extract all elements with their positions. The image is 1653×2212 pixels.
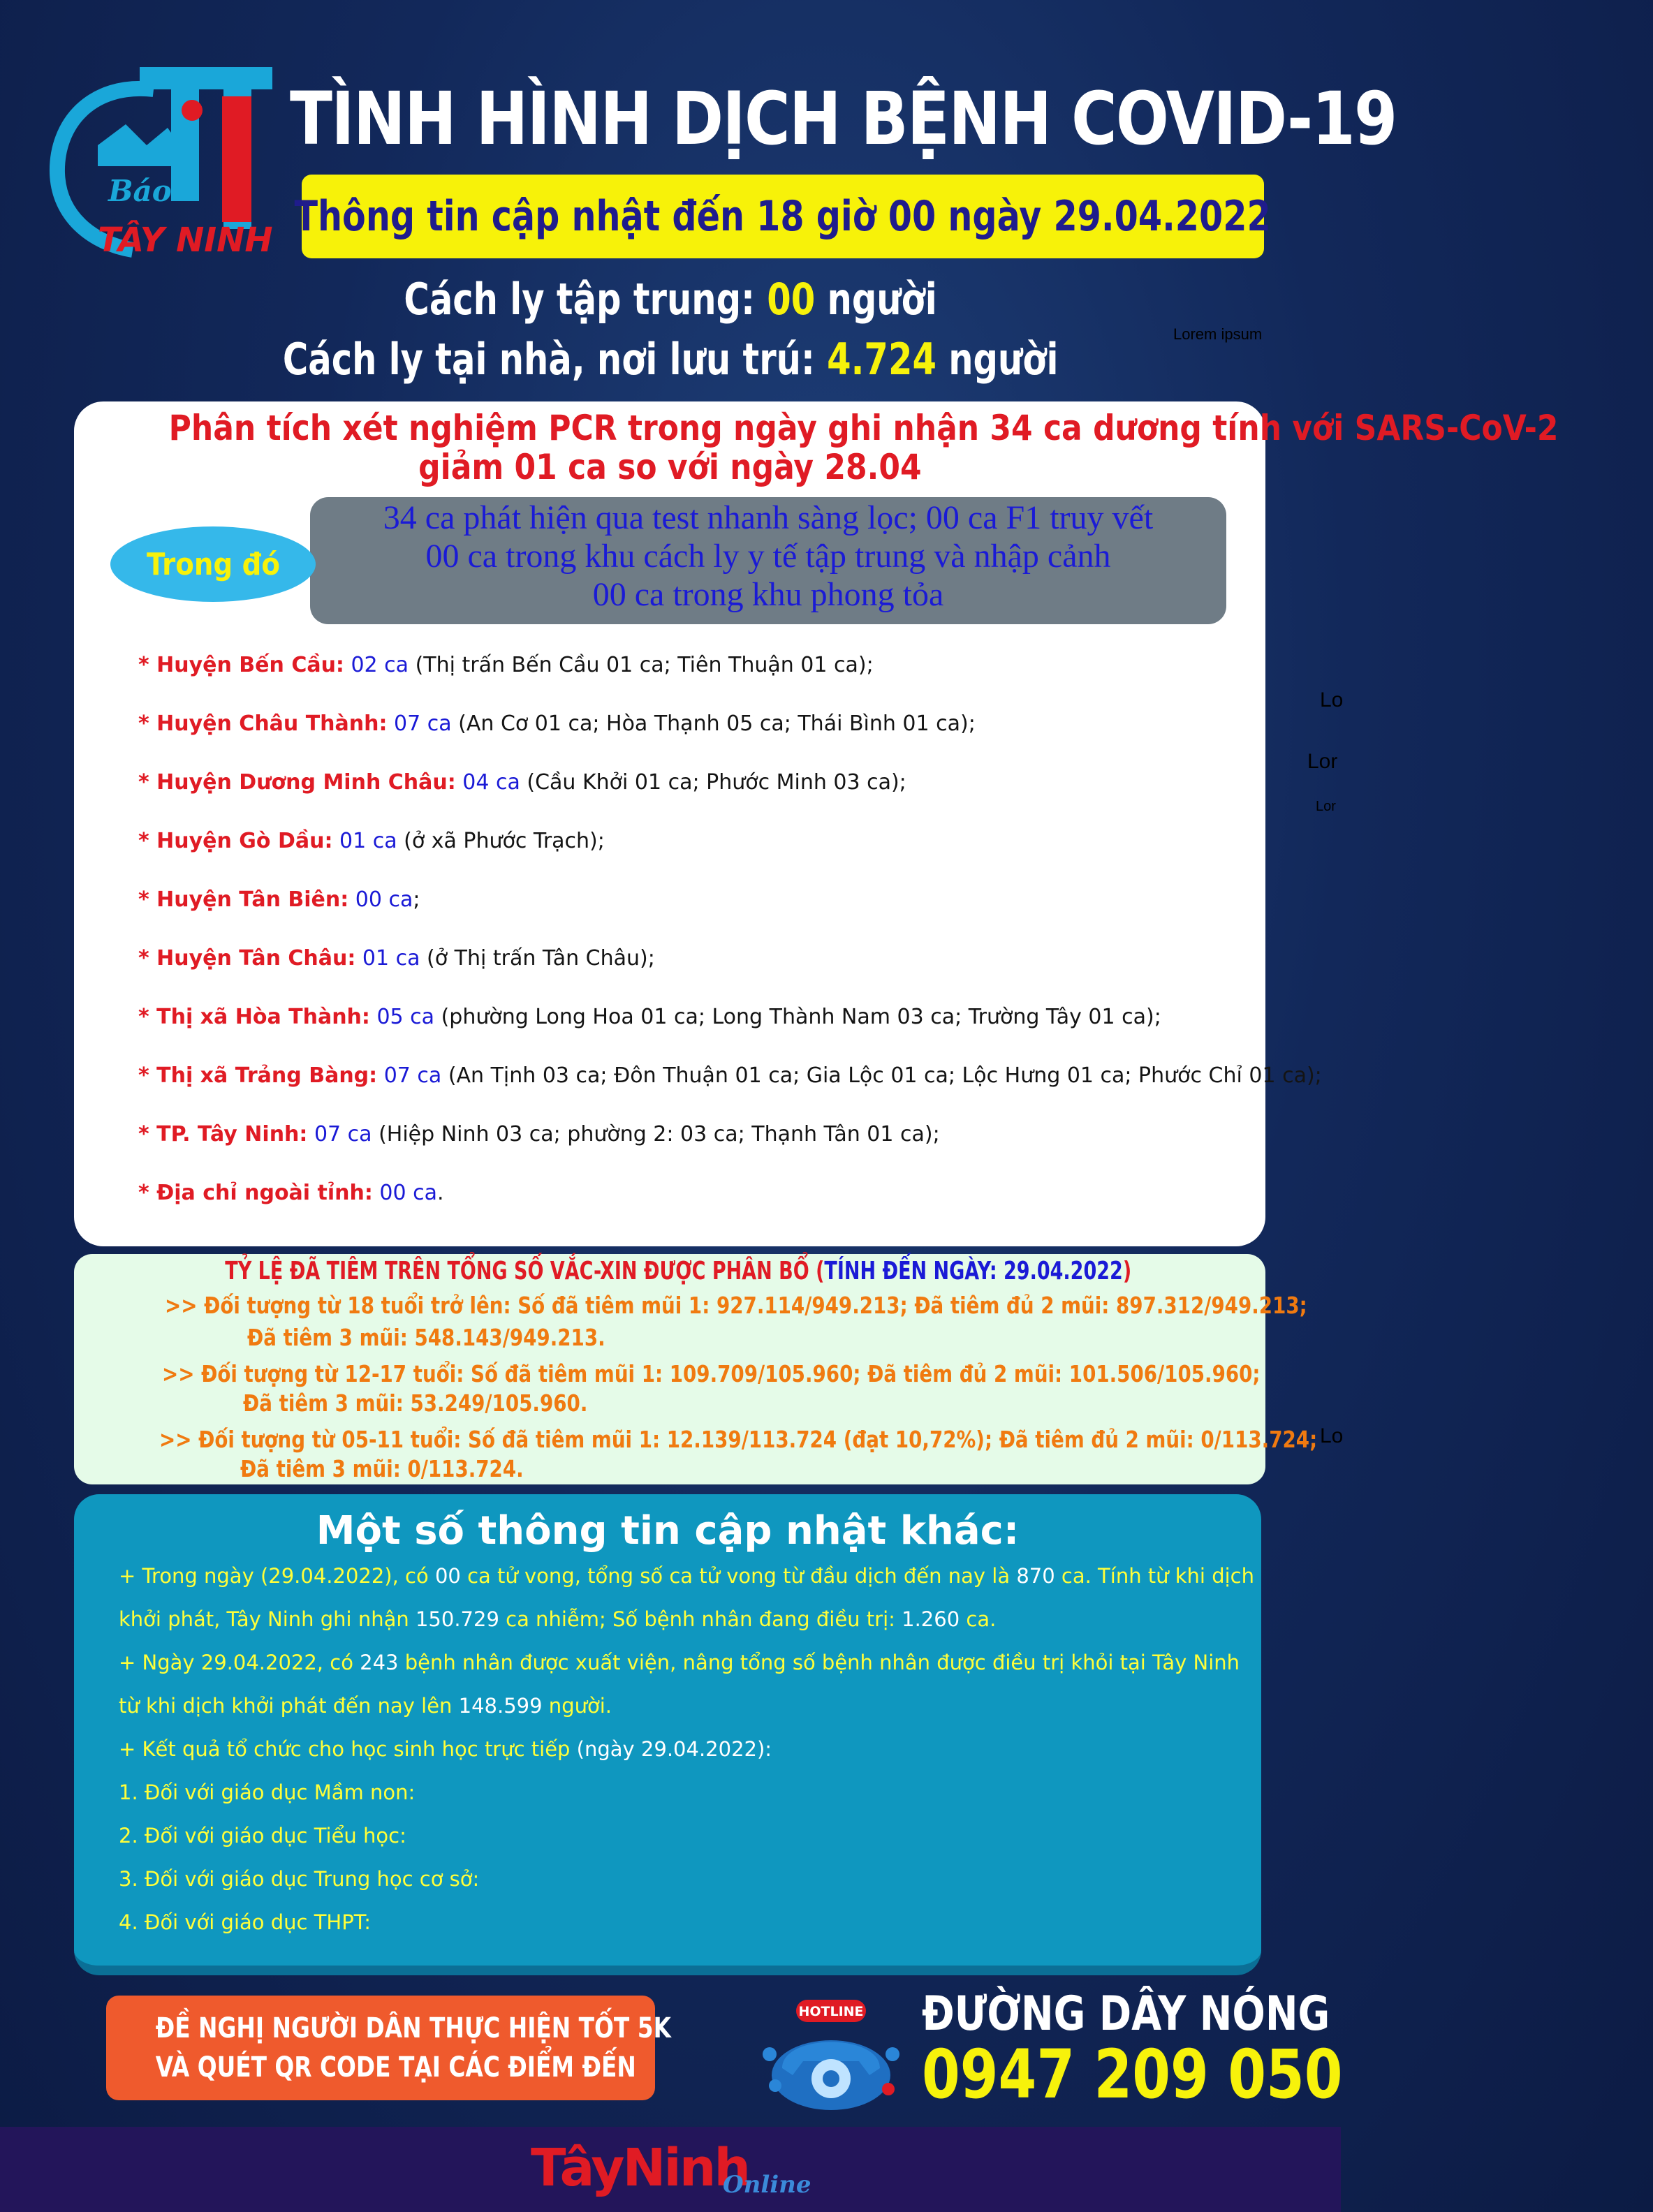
other-info-title: Một số thông tin cập nhật khác: (316, 1508, 1020, 1554)
district-row (138, 711, 976, 736)
update-text: Thông tin cập nhật đến 18 giờ 00 ngày 29.04.2022 (294, 192, 1272, 241)
info-line (119, 1564, 1254, 1588)
district-row (138, 770, 906, 795)
district-name: * Địa chỉ ngoài tỉnh: (138, 1181, 373, 1205)
logo-text-top: Báo (108, 174, 172, 208)
edu-item: 3. Đối với giáo dục Trung học cơ sở: (119, 1867, 480, 1891)
call-line: ĐỀ NGHỊ NGƯỜI DÂN THỰC HIỆN TỐT 5K (155, 2012, 671, 2044)
hotline-number[interactable]: 0947 209 050 (922, 2035, 1343, 2114)
vaccine-title-date: TÍNH ĐẾN NGÀY: 29.04.2022 (824, 1257, 1123, 1285)
info-text: ca tử vong, tổng số ca tử vong từ đầu dịch đến nay là (460, 1564, 1017, 1588)
district-name: * Thị xã Trảng Bàng: (138, 1063, 378, 1088)
district-detail: (ở Thị trấn Tân Châu); (420, 946, 655, 971)
breakdown-line: 34 ca phát hiện qua test nhanh sàng lọc; 00 ca F1 truy vết (383, 499, 1154, 536)
hotline-title: ĐƯỜNG DÂY NÓNG (922, 1986, 1330, 2042)
district-row (138, 1063, 1322, 1088)
district-detail: (Hiệp Ninh 03 ca; phường 2: 03 ca; Thạnh Tân 01 ca); (372, 1122, 940, 1146)
breakdown-line: 00 ca trong khu phong tỏa (592, 576, 944, 613)
district-count: 02 ca (344, 653, 409, 677)
district-detail: (Cầu Khởi 01 ca; Phước Minh 03 ca); (520, 770, 906, 795)
placeholder-text: Lo (1320, 688, 1344, 711)
placeholder-text: Lor (1307, 750, 1338, 773)
vaccine-line: >> Đối tượng từ 05-11 tuổi: Số đã tiêm mũi 1: 12.139/113.724 (đạt 10,72%); Đã tiêm đủ 2 mũi: 0/113.724; (159, 1426, 1318, 1453)
info-value: (ngày 29.04.2022): (576, 1737, 772, 1761)
logo-text-bottom: TÂY NINH (98, 221, 273, 260)
central-isolation (0, 274, 1341, 325)
5k-call-box (106, 1996, 671, 2100)
info-text: ca. Tính từ khi dịch (1055, 1564, 1254, 1588)
info-value: 148.599 (458, 1694, 543, 1718)
district-detail: (An Tịnh 03 ca; Đôn Thuận 01 ca; Gia Lộc 01 ca; Lộc Hưng 01 ca; Phước Chỉ 01 ca); (441, 1063, 1322, 1088)
update-banner (294, 175, 1272, 258)
district-name: * TP. Tây Ninh: (138, 1122, 308, 1146)
info-text: + Kết quả tổ chức cho học sinh học trực tiếp (119, 1737, 577, 1761)
placeholder-text: Lo (1320, 1424, 1344, 1447)
district-name: * Huyện Bến Cầu: (138, 653, 344, 677)
district-row (138, 946, 655, 971)
edu-item: 4. Đối với giáo dục THPT: (119, 1910, 372, 1934)
district-count: 01 ca (332, 829, 397, 853)
district-row (138, 1181, 444, 1205)
home-isolation (0, 334, 1341, 385)
district-row (138, 1122, 940, 1146)
vaccine-line: >> Đối tượng từ 12-17 tuổi: Số đã tiêm mũi 1: 109.709/105.960; Đã tiêm đủ 2 mũi: 101.506/105.960; (162, 1360, 1261, 1387)
info-line (119, 1694, 612, 1718)
district-row (138, 887, 420, 912)
info-text: + Ngày 29.04.2022, có (119, 1651, 360, 1674)
info-value: 150.729 (415, 1607, 499, 1631)
central-label: Cách ly tập trung: (404, 274, 767, 325)
district-detail: (ở xã Phước Trạch); (397, 829, 605, 853)
home-value: 4.724 (826, 334, 936, 385)
district-detail: (phường Long Hoa 01 ca; Long Thành Nam 03 ca; Trường Tây 01 ca); (434, 1005, 1161, 1029)
info-text: từ khi dịch khởi phát đến nay lên (119, 1694, 459, 1718)
placeholder-text: Lorem ipsum (1173, 325, 1263, 343)
district-row (138, 653, 874, 677)
info-line (119, 1651, 1240, 1674)
district-name: * Thị xã Hòa Thành: (138, 1005, 370, 1029)
district-detail: (Thị trấn Bến Cầu 01 ca; Tiên Thuận 01 ca); (409, 653, 874, 677)
pcr-title-line1: Phân tích xét nghiệm PCR trong ngày ghi nhận 34 ca dương tính với SARS-CoV-2 (168, 408, 1559, 448)
district-name: * Huyện Dương Minh Châu: (138, 770, 456, 795)
info-line (119, 1607, 996, 1631)
main-title: TÌNH HÌNH DỊCH BỆNH COVID-19 (290, 76, 1397, 161)
hotline-badge: HOTLINE (798, 2004, 864, 2019)
district-count: 01 ca (355, 946, 420, 971)
district-row (138, 829, 605, 853)
info-value: 870 (1016, 1564, 1055, 1588)
edu-item: 2. Đối với giáo dục Tiểu học: (119, 1824, 406, 1848)
info-text: ca nhiễm; Số bệnh nhân đang điều trị: (499, 1607, 902, 1631)
info-line (119, 1737, 772, 1761)
telephone-icon (754, 1991, 908, 2114)
district-name: * Huyện Gò Dầu: (138, 829, 333, 853)
district-count: 07 ca (377, 1063, 442, 1088)
placeholder-text: Lor (1316, 799, 1336, 814)
central-unit: người (815, 274, 937, 325)
bao-tay-ninh-logo (49, 61, 279, 264)
vaccine-line: Đã tiêm 3 mũi: 548.143/949.213. (247, 1324, 605, 1351)
vaccine-title (74, 1257, 1265, 1285)
district-row (138, 1005, 1161, 1029)
district-detail: (An Cơ 01 ca; Hòa Thạnh 05 ca; Thái Bình 01 ca); (451, 711, 976, 736)
info-text: + Trong ngày (29.04.2022), có (119, 1564, 435, 1588)
home-label: Cách ly tại nhà, nơi lưu trú: (282, 334, 827, 385)
vaccine-line: Đã tiêm 3 mũi: 0/113.724. (240, 1455, 524, 1482)
district-name: * Huyện Châu Thành: (138, 711, 388, 736)
district-detail: . (436, 1181, 444, 1205)
info-text: khởi phát, Tây Ninh ghi nhận (119, 1607, 416, 1631)
district-count: 00 ca (348, 887, 413, 912)
district-name: * Huyện Tân Biên: (138, 887, 349, 912)
district-count: 04 ca (455, 770, 520, 795)
district-count: 07 ca (307, 1122, 372, 1146)
breakdown-line: 00 ca trong khu cách ly y tế tập trung và nhập cảnh (425, 538, 1111, 575)
pcr-title (74, 408, 1559, 487)
district-count: 00 ca (372, 1181, 437, 1205)
vaccine-title-close: ) (1122, 1257, 1132, 1285)
info-text: người. (542, 1694, 612, 1718)
call-line: VÀ QUÉT QR CODE TẠI CÁC ĐIỂM ĐẾN (155, 2051, 636, 2084)
info-value: 00 (434, 1564, 461, 1588)
trong-do-badge (110, 526, 316, 602)
central-value: 00 (767, 274, 816, 325)
breakdown-text (310, 499, 1226, 614)
edu-item: 1. Đối với giáo dục Mầm non: (119, 1780, 416, 1804)
pcr-title-line2: giảm 01 ca so với ngày 28.04 (418, 447, 922, 487)
footer-brand: TâyNinh (531, 2138, 749, 2198)
info-text: ca. (960, 1607, 997, 1631)
district-detail: ; (413, 887, 420, 912)
vaccine-title-text: TỶ LỆ ĐÃ TIÊM TRÊN TỔNG SỐ VẮC-XIN ĐƯỢC PHÂN BỔ ( (225, 1257, 825, 1285)
footer-online: Online (723, 2171, 811, 2199)
district-count: 05 ca (369, 1005, 435, 1029)
district-name: * Huyện Tân Châu: (138, 946, 356, 971)
home-unit: người (936, 334, 1059, 385)
vaccine-line: Đã tiêm 3 mũi: 53.249/105.960. (243, 1389, 588, 1417)
trong-do-label: Trong đó (146, 546, 280, 582)
vaccine-line: >> Đối tượng từ 18 tuổi trở lên: Số đã tiêm mũi 1: 927.114/949.213; Đã tiêm đủ 2 mũi: 897.312/949.213; (165, 1292, 1307, 1319)
district-count: 07 ca (387, 711, 452, 736)
tay-ninh-online-logo[interactable] (531, 2130, 824, 2206)
info-value: 1.260 (902, 1607, 960, 1631)
info-text: bệnh nhân được xuất viện, nâng tổng số bệnh nhân được điều trị khỏi tại Tây Ninh (398, 1651, 1240, 1674)
info-value: 243 (360, 1651, 399, 1674)
